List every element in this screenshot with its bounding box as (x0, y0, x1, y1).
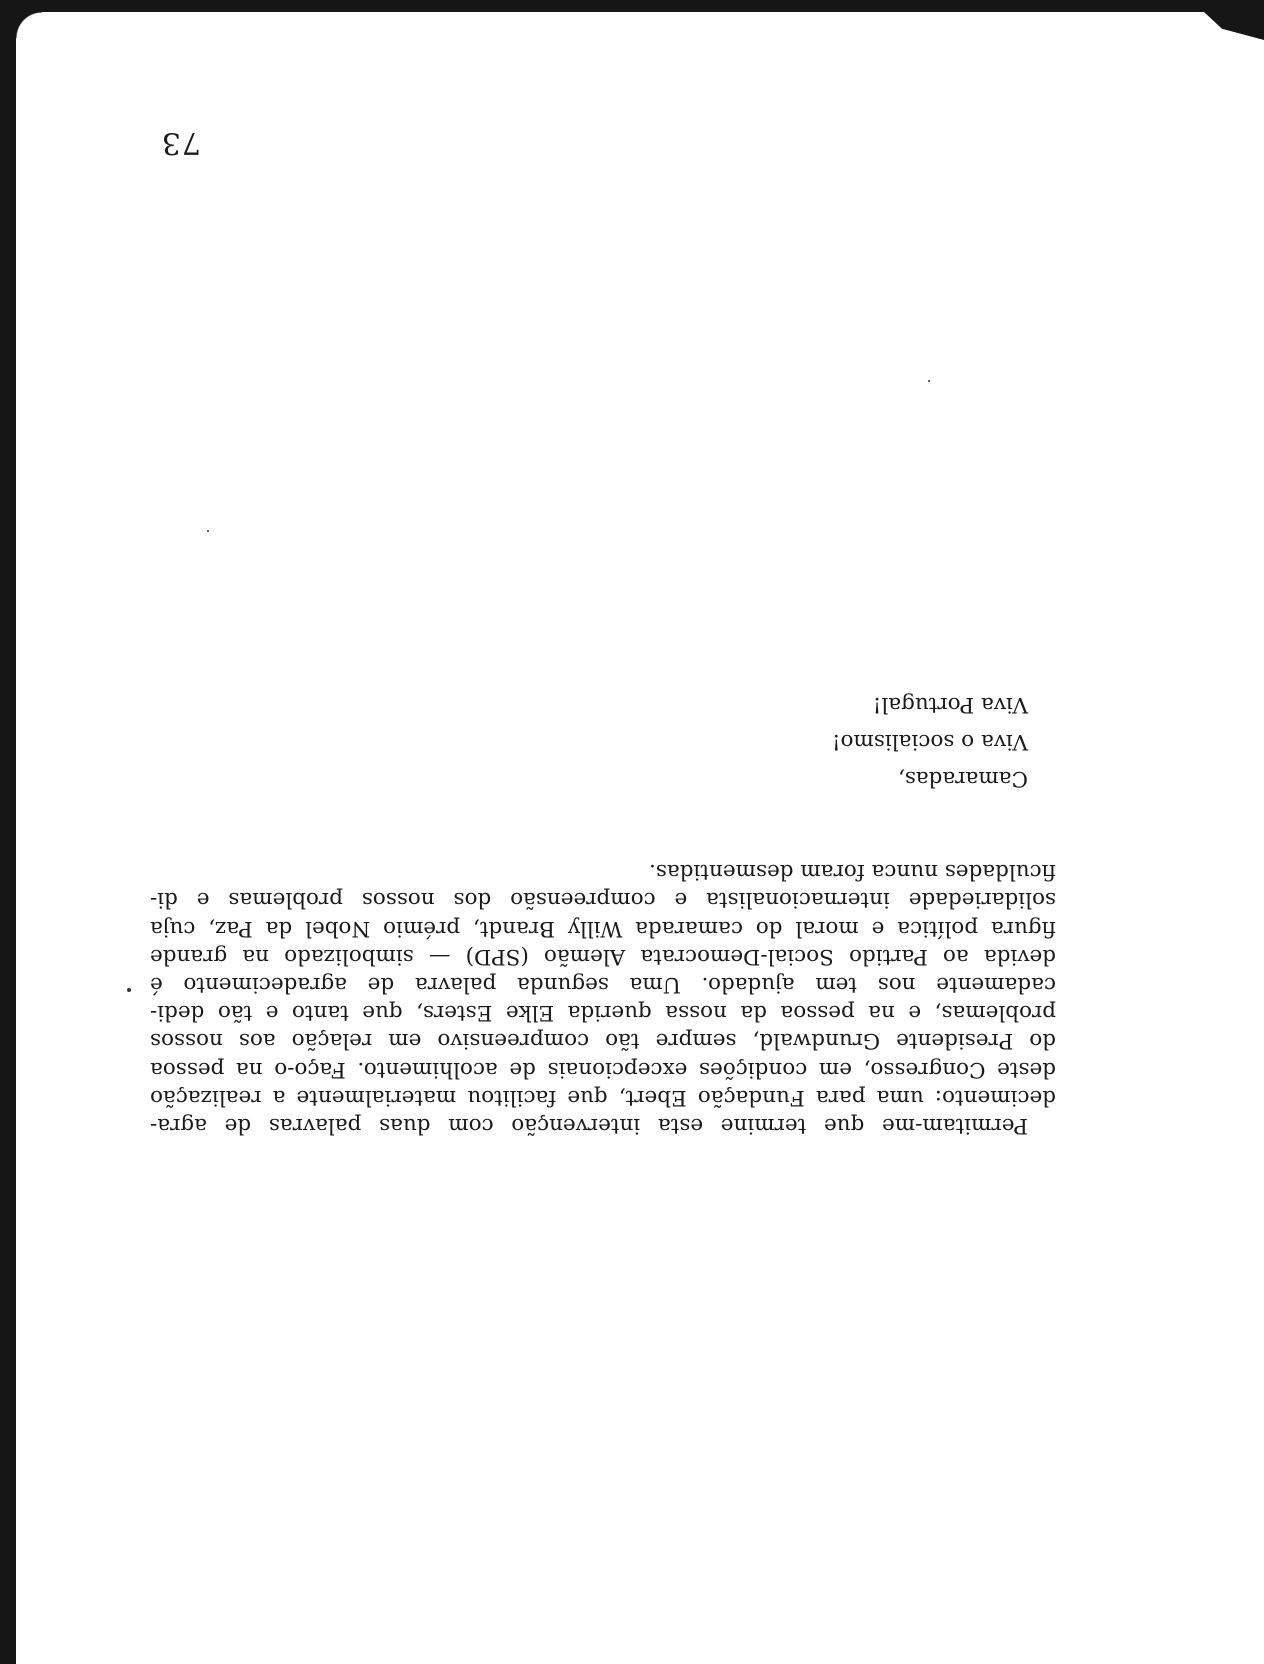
greeting-line: Camaradas, (897, 766, 1028, 791)
closing-salutation (832, 680, 1028, 792)
closing-line: Viva Portugal! (872, 691, 1028, 717)
paragraph-line: ficuldades nunca foram desmentidas. (649, 859, 1056, 885)
paragraph-line: Permitam-me que termine esta intervenção com duas palavras de agra- (150, 1113, 1028, 1138)
scan-speck (207, 530, 209, 532)
paragraph-line: cadamente nos tem ajudado. Uma segunda palavra de agradecimento é (150, 971, 1056, 997)
paragraph-line: deste Congresso, em condições excepcionais de acolhimento. Faço-o na pessoa (150, 1056, 1056, 1082)
paragraph-line: solidariedade internacionalista e compreensão dos nossos problemas e di- (150, 887, 1056, 913)
closing-line: Viva o socialismo! (831, 728, 1028, 754)
paragraph-line: decimento: uma para Fundação Ebert, que facilitou materialmente a realização (150, 1084, 1056, 1110)
page-number: 73 (160, 125, 201, 160)
paragraph-line: problemas, e na pessoa da nossa querida Elke Esters, que tanto e tão dedi- (150, 1000, 1056, 1026)
paragraph-line: do Presidente Grundwald, sempre tão compreensivo em relação aos nossos (150, 1028, 1056, 1054)
scan-speck (127, 988, 131, 992)
closing-paragraph (150, 857, 1056, 1139)
paragraph-line: figura política e moral do camarada Willy Brandt, prémio Nobel da Paz, cuja (150, 915, 1056, 941)
scan-speck (928, 380, 930, 382)
paragraph-line: devida ao Partido Social-Democrata Alemão (SPD) — simbolizado na grande (150, 943, 1056, 969)
